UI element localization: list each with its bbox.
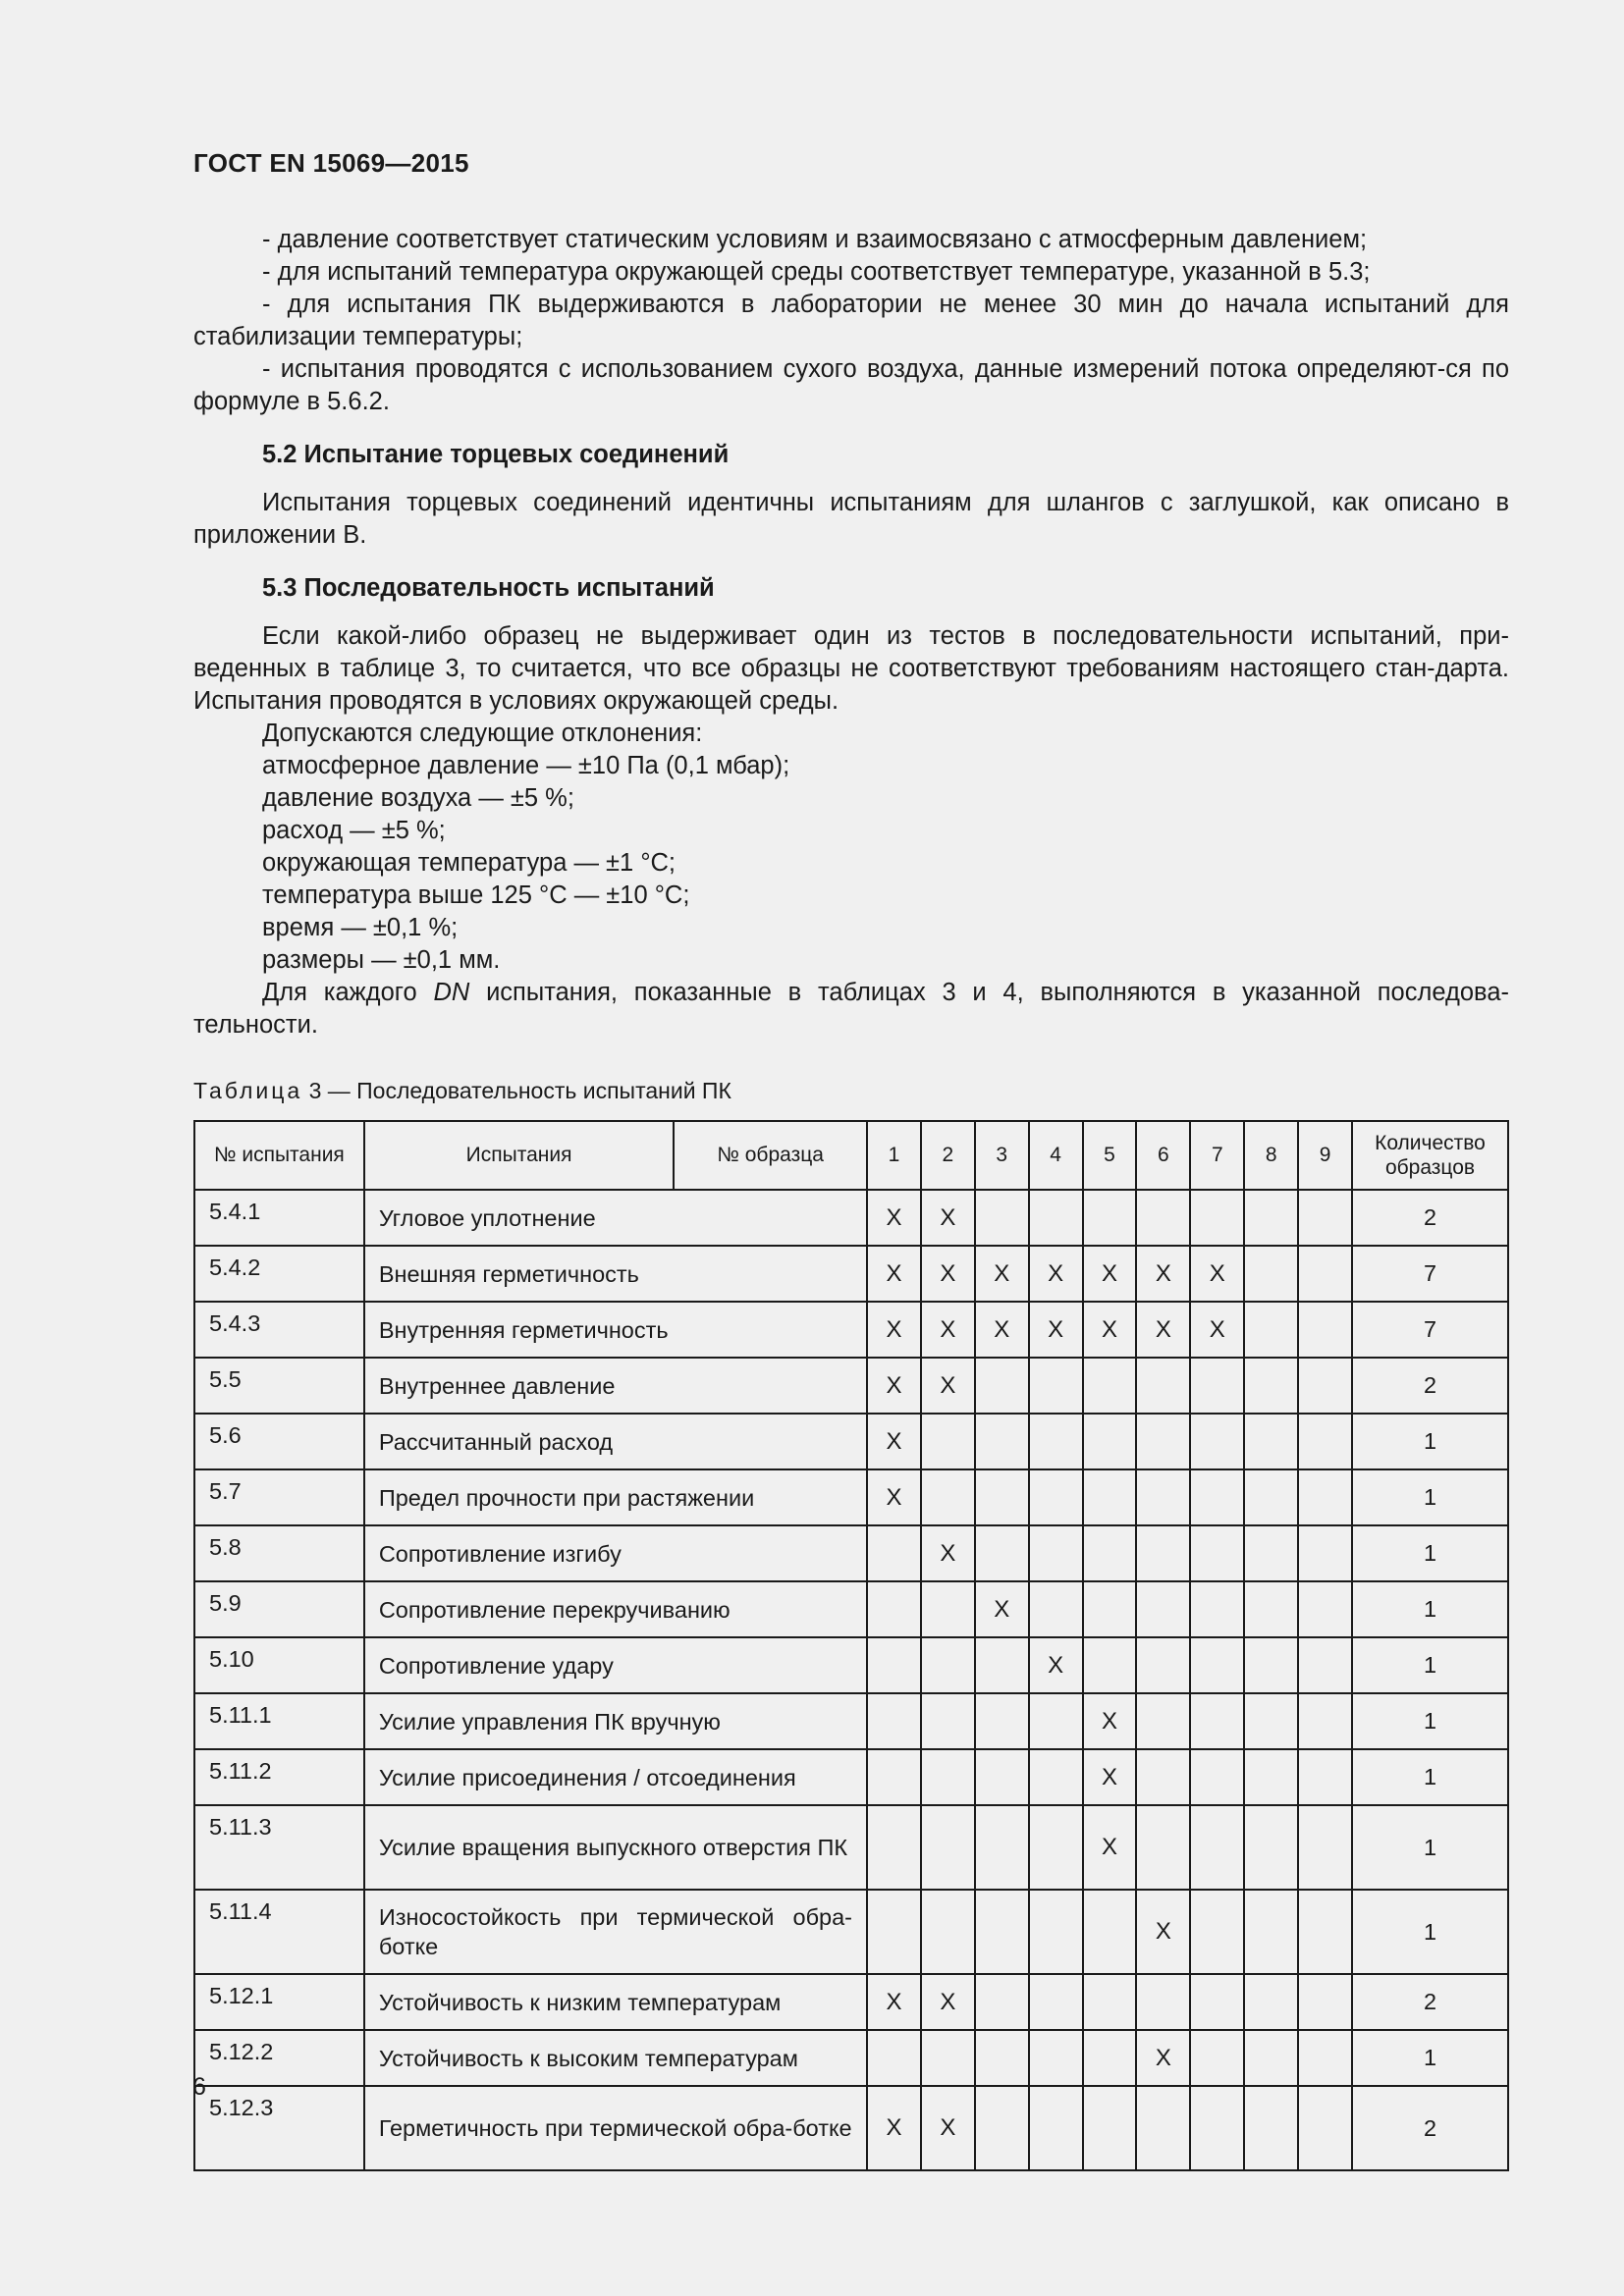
sample-mark-cell: X xyxy=(1190,1302,1244,1358)
sample-mark-cell xyxy=(1136,1637,1190,1693)
sample-mark-cell: X xyxy=(1136,1302,1190,1358)
test-name-cell: Усилие управления ПК вручную xyxy=(364,1693,867,1749)
sample-mark-cell xyxy=(1029,1581,1083,1637)
sample-mark-cell xyxy=(1190,2086,1244,2170)
table-row xyxy=(194,2086,1508,2170)
test-name-cell: Рассчитанный расход xyxy=(364,1414,867,1469)
sample-mark-cell xyxy=(1244,1581,1298,1637)
sample-mark-cell: X xyxy=(867,1469,921,1525)
sample-mark-cell xyxy=(1244,1414,1298,1469)
sample-mark-cell xyxy=(1298,1805,1352,1890)
sample-mark-cell xyxy=(1244,1358,1298,1414)
sample-mark-cell xyxy=(1136,1805,1190,1890)
sample-mark-cell xyxy=(1190,1637,1244,1693)
sample-mark-cell xyxy=(1190,1693,1244,1749)
table-row xyxy=(194,1190,1508,1246)
table-row xyxy=(194,1974,1508,2030)
table-row xyxy=(194,1581,1508,1637)
sample-mark-cell xyxy=(921,1693,975,1749)
sample-mark-cell xyxy=(975,2030,1029,2086)
sample-mark-cell xyxy=(921,1637,975,1693)
sample-mark-cell xyxy=(1136,1525,1190,1581)
sample-mark-cell: X xyxy=(1136,1890,1190,1974)
tests-table xyxy=(193,1120,1509,2171)
sample-mark-cell: X xyxy=(975,1246,1029,1302)
sample-mark-cell xyxy=(975,1358,1029,1414)
test-number-cell: 5.4.2 xyxy=(194,1246,364,1302)
paragraph: - давление соответствует статическим условиям и взаимосвязано с атмосферным давлением; xyxy=(262,226,1368,253)
sample-mark-cell xyxy=(1298,1190,1352,1246)
sample-mark-cell xyxy=(1136,1749,1190,1805)
sample-mark-cell xyxy=(1244,1974,1298,2030)
sample-count-cell: 2 xyxy=(1352,1358,1508,1414)
sample-mark-cell xyxy=(1083,1525,1137,1581)
sample-mark-cell xyxy=(1244,2030,1298,2086)
table-row xyxy=(194,1358,1508,1414)
test-name-cell: Устойчивость к высоким температурам xyxy=(364,2030,867,2086)
sample-mark-cell xyxy=(1190,1414,1244,1469)
sample-mark-cell xyxy=(867,1805,921,1890)
sample-mark-cell: X xyxy=(867,1358,921,1414)
header-cell: 2 xyxy=(921,1121,975,1190)
test-number-cell: 5.9 xyxy=(194,1581,364,1637)
sample-mark-cell xyxy=(1298,1890,1352,1974)
sample-mark-cell xyxy=(975,1749,1029,1805)
sample-mark-cell xyxy=(921,2030,975,2086)
sample-mark-cell xyxy=(1083,1358,1137,1414)
sample-mark-cell xyxy=(1298,2030,1352,2086)
sample-mark-cell xyxy=(975,1974,1029,2030)
sample-mark-cell xyxy=(1083,1190,1137,1246)
deviation-item: окружающая температура — ±1 °С; xyxy=(262,849,677,877)
sample-mark-cell xyxy=(1029,1805,1083,1890)
sample-mark-cell: X xyxy=(867,1302,921,1358)
sample-mark-cell xyxy=(867,1693,921,1749)
sample-count-cell: 2 xyxy=(1352,1190,1508,1246)
sample-mark-cell xyxy=(1136,1414,1190,1469)
sample-mark-cell xyxy=(1136,1190,1190,1246)
table-row xyxy=(194,1749,1508,1805)
sample-mark-cell xyxy=(1298,2086,1352,2170)
sample-count-cell: 2 xyxy=(1352,2086,1508,2170)
sample-mark-cell xyxy=(1029,1358,1083,1414)
header-cell: 4 xyxy=(1029,1121,1083,1190)
sample-mark-cell: X xyxy=(921,1974,975,2030)
sample-mark-cell xyxy=(1244,1246,1298,1302)
sample-mark-cell: X xyxy=(1083,1246,1137,1302)
sample-mark-cell xyxy=(1190,1749,1244,1805)
sample-mark-cell xyxy=(1029,1693,1083,1749)
sample-mark-cell xyxy=(1190,1805,1244,1890)
sample-mark-cell xyxy=(1029,2030,1083,2086)
section-heading: 5.3 Последовательность испытаний xyxy=(262,574,715,602)
sample-mark-cell xyxy=(1298,1637,1352,1693)
paragraph: Допускаются следующие отклонения: xyxy=(262,720,703,747)
sample-mark-cell: X xyxy=(975,1581,1029,1637)
sample-mark-cell xyxy=(1298,1414,1352,1469)
table-caption xyxy=(193,1078,731,1104)
sample-mark-cell xyxy=(1136,1469,1190,1525)
sample-mark-cell xyxy=(1298,1749,1352,1805)
test-number-cell: 5.12.2 xyxy=(194,2030,364,2086)
caption-text: 3 — Последовательность испытаний ПК xyxy=(308,1078,731,1103)
sample-mark-cell xyxy=(1190,1469,1244,1525)
sample-mark-cell xyxy=(867,1581,921,1637)
sample-count-cell: 1 xyxy=(1352,1637,1508,1693)
sample-mark-cell xyxy=(1083,2086,1137,2170)
header-cell: 1 xyxy=(867,1121,921,1190)
sample-mark-cell xyxy=(867,1890,921,1974)
sample-mark-cell: X xyxy=(921,1246,975,1302)
test-name-cell: Усилие вращения выпускного отверстия ПК xyxy=(364,1805,867,1890)
sample-mark-cell xyxy=(1244,1890,1298,1974)
sample-count-cell: 1 xyxy=(1352,1749,1508,1805)
sample-mark-cell xyxy=(1190,1525,1244,1581)
sample-mark-cell xyxy=(975,1805,1029,1890)
test-name-cell: Усилие присоединения / отсоединения xyxy=(364,1749,867,1805)
table-row xyxy=(194,1890,1508,1974)
sample-mark-cell xyxy=(975,1693,1029,1749)
sample-mark-cell xyxy=(1298,1693,1352,1749)
sample-mark-cell xyxy=(1298,1302,1352,1358)
text-run-italic: DN xyxy=(433,979,470,1006)
test-number-cell: 5.8 xyxy=(194,1525,364,1581)
sample-mark-cell xyxy=(921,1805,975,1890)
sample-mark-cell: X xyxy=(1136,1246,1190,1302)
sample-count-cell: 1 xyxy=(1352,1414,1508,1469)
sample-mark-cell: X xyxy=(1029,1246,1083,1302)
sample-mark-cell xyxy=(1190,1974,1244,2030)
sample-mark-cell xyxy=(1244,1693,1298,1749)
test-number-cell: 5.11.4 xyxy=(194,1890,364,1974)
header-cell: Испытания xyxy=(364,1121,674,1190)
sample-mark-cell xyxy=(1083,1890,1137,1974)
sample-mark-cell xyxy=(921,1890,975,1974)
sample-mark-cell xyxy=(1244,1637,1298,1693)
sample-mark-cell xyxy=(867,1749,921,1805)
sample-mark-cell xyxy=(1029,1525,1083,1581)
sample-mark-cell xyxy=(1136,1581,1190,1637)
sample-mark-cell xyxy=(1244,2086,1298,2170)
sample-count-cell: 1 xyxy=(1352,1805,1508,1890)
test-number-cell: 5.5 xyxy=(194,1358,364,1414)
sample-mark-cell xyxy=(1298,1581,1352,1637)
sample-count-cell: 1 xyxy=(1352,1693,1508,1749)
sample-mark-cell xyxy=(1029,2086,1083,2170)
sample-count-cell: 7 xyxy=(1352,1246,1508,1302)
sample-mark-cell xyxy=(1190,1581,1244,1637)
table-row xyxy=(194,1693,1508,1749)
table-row xyxy=(194,1246,1508,1302)
header-cell: 9 xyxy=(1298,1121,1352,1190)
sample-mark-cell: X xyxy=(921,1525,975,1581)
sample-mark-cell xyxy=(1136,1974,1190,2030)
sample-mark-cell: X xyxy=(921,1190,975,1246)
sample-mark-cell xyxy=(1083,1469,1137,1525)
test-name-cell: Сопротивление удару xyxy=(364,1637,867,1693)
sample-mark-cell: X xyxy=(921,1358,975,1414)
test-number-cell: 5.12.3 xyxy=(194,2086,364,2170)
deviation-item: расход — ±5 %; xyxy=(262,817,446,844)
header-cell: № испытания xyxy=(194,1121,364,1190)
test-number-cell: 5.11.2 xyxy=(194,1749,364,1805)
paragraph: - испытания проводятся с использованием сухого воздуха, данные измерений потока определяют-ся по формуле в 5.6.2. xyxy=(193,355,1509,415)
sample-mark-cell: X xyxy=(921,1302,975,1358)
sample-mark-cell xyxy=(1244,1190,1298,1246)
sample-mark-cell xyxy=(1136,1693,1190,1749)
sample-mark-cell: X xyxy=(921,2086,975,2170)
sample-mark-cell xyxy=(1136,1358,1190,1414)
sample-mark-cell xyxy=(975,1637,1029,1693)
table-row xyxy=(194,1637,1508,1693)
test-name-cell: Сопротивление изгибу xyxy=(364,1525,867,1581)
sample-mark-cell xyxy=(1298,1525,1352,1581)
test-name-cell: Износостойкость при термической обра-ботке xyxy=(364,1890,867,1974)
sample-mark-cell: X xyxy=(1083,1693,1137,1749)
body-text xyxy=(193,224,1509,1041)
sample-mark-cell xyxy=(1298,1469,1352,1525)
test-name-cell: Внешняя герметичность xyxy=(364,1246,867,1302)
sample-mark-cell xyxy=(975,1469,1029,1525)
sample-mark-cell xyxy=(1244,1302,1298,1358)
sample-mark-cell xyxy=(1029,1414,1083,1469)
sample-count-cell: 1 xyxy=(1352,1469,1508,1525)
test-number-cell: 5.10 xyxy=(194,1637,364,1693)
sample-mark-cell xyxy=(1298,1974,1352,2030)
sample-mark-cell xyxy=(1244,1469,1298,1525)
sample-mark-cell xyxy=(975,1890,1029,1974)
sample-mark-cell: X xyxy=(867,1414,921,1469)
test-number-cell: 5.4.3 xyxy=(194,1302,364,1358)
sample-count-cell: 1 xyxy=(1352,1581,1508,1637)
header-cell: 6 xyxy=(1136,1121,1190,1190)
sample-mark-cell xyxy=(975,2086,1029,2170)
sample-mark-cell xyxy=(867,1637,921,1693)
sample-mark-cell xyxy=(975,1414,1029,1469)
sample-mark-cell: X xyxy=(1136,2030,1190,2086)
deviation-item: размеры — ±0,1 мм. xyxy=(262,946,501,974)
deviation-item: атмосферное давление — ±10 Па (0,1 мбар); xyxy=(262,752,790,779)
sample-count-cell: 7 xyxy=(1352,1302,1508,1358)
section-heading: 5.2 Испытание торцевых соединений xyxy=(262,441,730,468)
sample-mark-cell: X xyxy=(1083,1302,1137,1358)
test-name-cell: Сопротивление перекручиванию xyxy=(364,1581,867,1637)
table-row xyxy=(194,1525,1508,1581)
table-row xyxy=(194,1805,1508,1890)
table-row xyxy=(194,2030,1508,2086)
deviation-item: давление воздуха — ±5 %; xyxy=(262,784,574,812)
sample-mark-cell xyxy=(1029,1890,1083,1974)
sample-mark-cell xyxy=(1136,2086,1190,2170)
paragraph xyxy=(193,977,1509,1041)
text-run: Для каждого xyxy=(262,979,434,1006)
header-cell: № образца xyxy=(674,1121,867,1190)
sample-mark-cell xyxy=(1083,1974,1137,2030)
header-cell: 8 xyxy=(1244,1121,1298,1190)
sample-mark-cell xyxy=(1190,2030,1244,2086)
sample-mark-cell xyxy=(1029,1469,1083,1525)
paragraph: - для испытания ПК выдерживаются в лаборатории не менее 30 мин до начала испытаний для стабилизации температуры; xyxy=(193,291,1509,350)
sample-mark-cell xyxy=(1298,1358,1352,1414)
sample-mark-cell xyxy=(975,1525,1029,1581)
sample-count-cell: 1 xyxy=(1352,1525,1508,1581)
sample-count-cell: 1 xyxy=(1352,2030,1508,2086)
page-number: 6 xyxy=(192,2073,206,2101)
header-cell: 7 xyxy=(1190,1121,1244,1190)
header-cell: 3 xyxy=(975,1121,1029,1190)
paragraph: Если какой-либо образец не выдерживает один из тестов в последовательности испытаний, при-веденных в таблице 3, то считается, что все образцы не соответствуют требованиям настоящего стан-дарта. Испытания проводятся в условиях окружающей среды. xyxy=(193,622,1509,715)
sample-mark-cell xyxy=(1298,1246,1352,1302)
test-number-cell: 5.12.1 xyxy=(194,1974,364,2030)
table-row xyxy=(194,1469,1508,1525)
test-name-cell: Предел прочности при растяжении xyxy=(364,1469,867,1525)
sample-mark-cell xyxy=(921,1469,975,1525)
deviation-item: температура выше 125 °С — ±10 °С; xyxy=(262,881,690,909)
sample-mark-cell: X xyxy=(867,1190,921,1246)
sample-mark-cell xyxy=(1029,1190,1083,1246)
sample-mark-cell xyxy=(1244,1525,1298,1581)
deviation-item: время — ±0,1 %; xyxy=(262,914,459,941)
sample-mark-cell xyxy=(1029,1974,1083,2030)
sample-mark-cell: X xyxy=(1029,1637,1083,1693)
sample-mark-cell xyxy=(1190,1890,1244,1974)
test-number-cell: 5.11.1 xyxy=(194,1693,364,1749)
test-name-cell: Герметичность при термической обра-ботке xyxy=(364,2086,867,2170)
sample-mark-cell xyxy=(1029,1749,1083,1805)
header-cell: 5 xyxy=(1083,1121,1137,1190)
paragraph: Испытания торцевых соединений идентичны испытаниям для шлангов с заглушкой, как описано в приложении В. xyxy=(193,489,1509,549)
sample-mark-cell: X xyxy=(1083,1749,1137,1805)
sample-mark-cell xyxy=(1244,1805,1298,1890)
sample-mark-cell: X xyxy=(1029,1302,1083,1358)
test-name-cell: Устойчивость к низким температурам xyxy=(364,1974,867,2030)
sample-mark-cell xyxy=(921,1581,975,1637)
table-body xyxy=(194,1190,1508,2170)
test-name-cell: Угловое уплотнение xyxy=(364,1190,867,1246)
sample-mark-cell xyxy=(1083,2030,1137,2086)
sample-mark-cell xyxy=(1190,1358,1244,1414)
sample-mark-cell xyxy=(1083,1637,1137,1693)
sample-mark-cell xyxy=(921,1414,975,1469)
sample-mark-cell xyxy=(921,1749,975,1805)
sample-mark-cell: X xyxy=(867,2086,921,2170)
table-row xyxy=(194,1302,1508,1358)
sample-mark-cell: X xyxy=(867,1246,921,1302)
sample-mark-cell: X xyxy=(975,1302,1029,1358)
test-number-cell: 5.6 xyxy=(194,1414,364,1469)
sample-mark-cell xyxy=(1083,1414,1137,1469)
sample-mark-cell: X xyxy=(1190,1246,1244,1302)
paragraph: - для испытаний температура окружающей среды соответствует температуре, указанной в 5.3; xyxy=(262,258,1371,286)
text-run: испытания, показанные в таблицах 3 и 4, выполняются в указанной последова-тельности. xyxy=(193,979,1509,1039)
test-number-cell: 5.4.1 xyxy=(194,1190,364,1246)
sample-count-cell: 2 xyxy=(1352,1974,1508,2030)
document-header: ГОСТ EN 15069—2015 xyxy=(193,148,469,178)
sample-mark-cell xyxy=(867,2030,921,2086)
header-cell: Количество образцов xyxy=(1352,1121,1508,1190)
table-row xyxy=(194,1414,1508,1469)
test-number-cell: 5.7 xyxy=(194,1469,364,1525)
sample-mark-cell: X xyxy=(867,1974,921,2030)
sample-mark-cell xyxy=(1083,1581,1137,1637)
caption-label: Таблица xyxy=(193,1078,303,1103)
test-number-cell: 5.11.3 xyxy=(194,1805,364,1890)
sample-mark-cell xyxy=(975,1190,1029,1246)
sample-mark-cell xyxy=(867,1525,921,1581)
sample-mark-cell: X xyxy=(1083,1805,1137,1890)
table-header-row xyxy=(194,1121,1508,1190)
test-name-cell: Внутреннее давление xyxy=(364,1358,867,1414)
sample-count-cell: 1 xyxy=(1352,1890,1508,1974)
test-name-cell: Внутренняя герметичность xyxy=(364,1302,867,1358)
sample-mark-cell xyxy=(1244,1749,1298,1805)
sample-mark-cell xyxy=(1190,1190,1244,1246)
